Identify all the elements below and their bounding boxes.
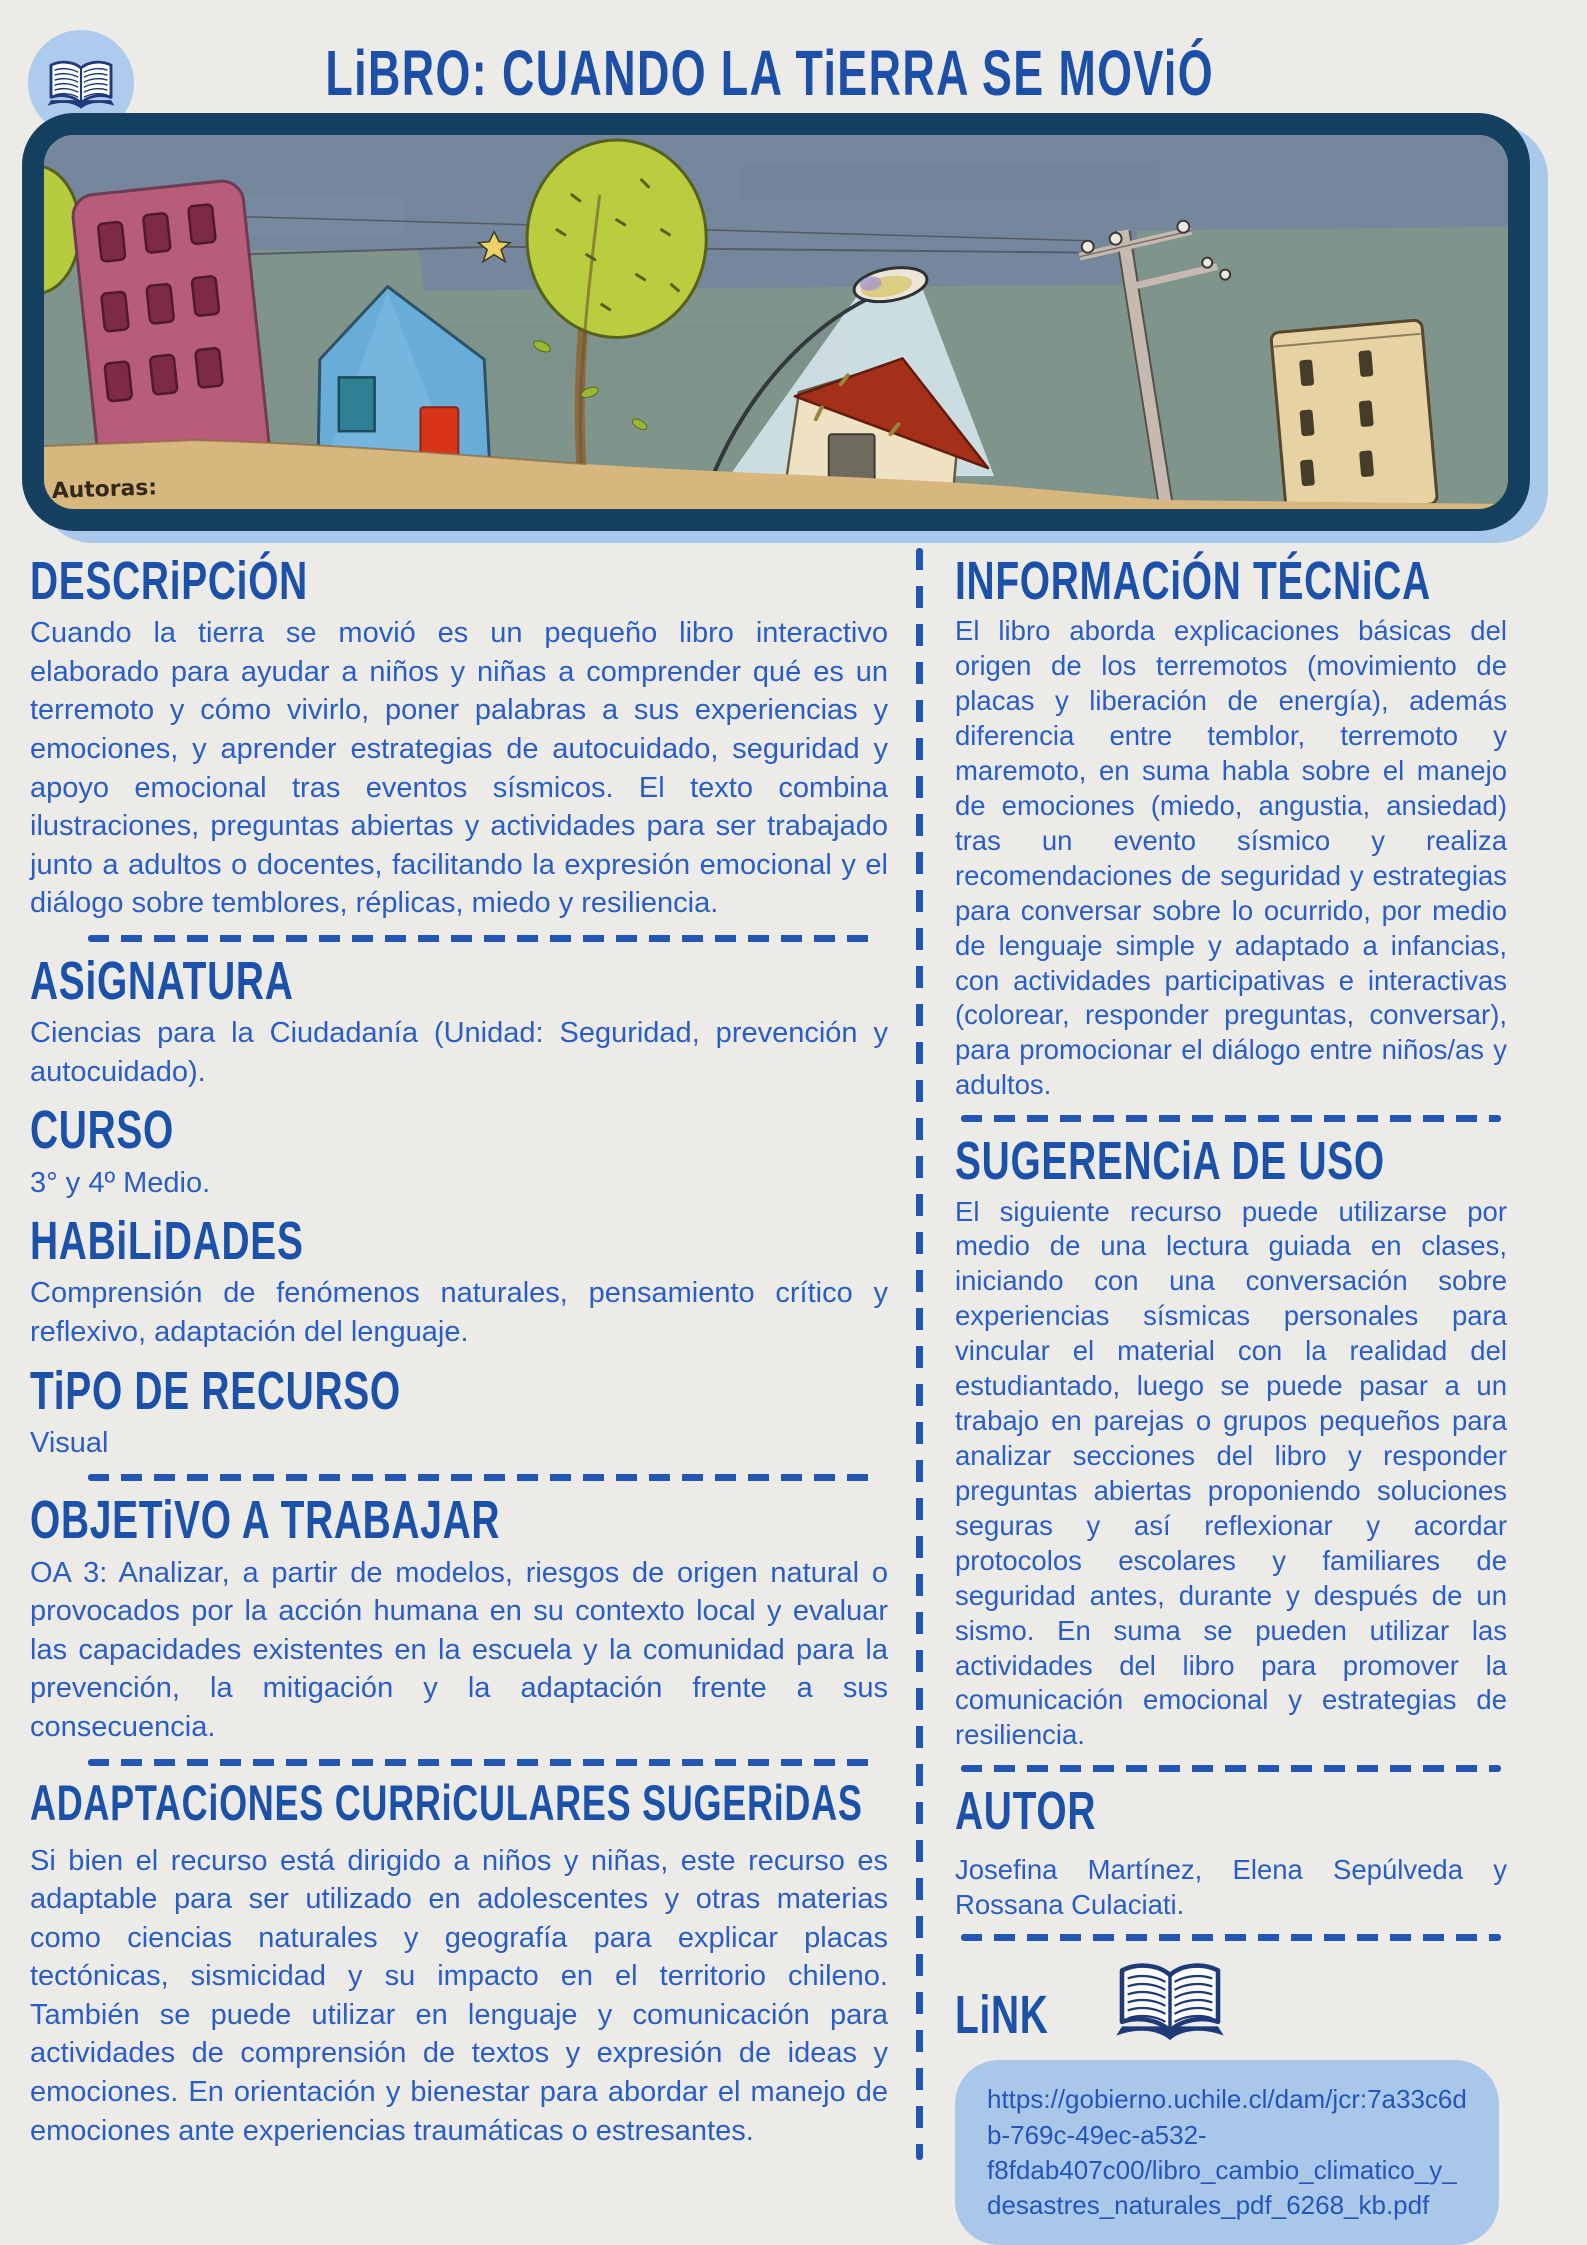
- section-title-tipo-de-recurso: TiPO DE RECURSO: [30, 1360, 401, 1421]
- section-body-curso: 3° y 4º Medio.: [30, 1166, 211, 1199]
- left-column: [30, 542, 888, 2156]
- section-body-autor: Josefina Martínez, Elena Sepúlveda y Rossana Culaciati.: [955, 1853, 1507, 1920]
- section-descripcion: [30, 552, 888, 923]
- section-body-informacion-tecnica: El libro aborda explicaciones básicas del origen de los terremotos (movimiento de placas y liberación de energía), además diferencia entre temblor, terremoto y maremoto, en suma habla sobre el manejo de emociones (miedo, angustia, ansiedad) tras un evento sísmico y realiza recomendaciones de seguridad y estrategias para conversar sobre lo ocurrido, por medio de lenguaje simple y adaptado a infancias, con actividades participativas e interactivas (colorear, responder preguntas, conversar), para promocionar el diálogo entre niños/as y adultos.: [955, 615, 1507, 1101]
- section-body-asignatura: Ciencias para la Ciudadanía (Unidad: Seguridad, prevención y autocuidado).: [30, 1017, 888, 1088]
- section-body-descripcion: Cuando la tierra se movió es un pequeño libro interactivo elaborado para ayudar a niños y niñas a comprender qué es un terremoto y cómo vivirlo, poner palabras a sus experiencias y emociones, y aprender estrategias de autocuidado, seguridad y apoyo emocional tras eventos sísmicos. El texto combina ilustraciones, preguntas abiertas y actividades para ser trabajado junto a adultos o docentes, facilitando la expresión emocional y el diálogo sobre temblores, réplicas, miedo y resiliencia.: [30, 617, 888, 920]
- page-title-wrap: [120, 36, 1420, 110]
- section-title-informacion-tecnica: INFORMACiÓN TÉCNiCA: [955, 551, 1431, 611]
- page-title: LiBRO: CUANDO LA TiERRA SE MOViÓ: [325, 37, 1215, 109]
- section-body-sugerencia-de-uso: El siguiente recurso puede utilizarse por medio de una lectura guiada en clases, iniciando con una conversación sobre experiencias sísmicas personales para vincular el material con la realidad del estudiantado, luego se puede pasar a un trabajo en parejas o grupos pequeños para analizar secciones del libro y responder preguntas abiertas proponiendo soluciones seguras y así reflexionar y acordar protocolos escolares y familiares de seguridad antes, durante y después de un sismo. En suma se pueden utilizar las actividades del libro para promover la comunicación emocional y estrategias de resiliencia.: [955, 1195, 1507, 1751]
- column-divider: [916, 548, 923, 2160]
- section-habilidades: [30, 1212, 888, 1351]
- section-title-objetivo: OBJETiVO A TRABAJAR: [30, 1490, 501, 1551]
- section-title-autor: AUTOR: [955, 1781, 1097, 1842]
- section-title-descripcion: DESCRiPCiÓN: [30, 551, 308, 611]
- dashed-separator: [88, 1759, 870, 1766]
- section-title-link: LiNK: [955, 1985, 1049, 2046]
- section-body-adaptaciones: Si bien el recurso está dirigido a niños y niñas, este recurso es adaptable para ser utilizado en adolescentes y otras materias como ciencias naturales y geografía para explicar placas tectónicas, sismicidad y su impacto en el territorio chileno. También se puede utilizar en lenguaje y comunicación para actividades de comprensión de textos y expresión de ideas y emociones. En orientación y bienestar para abordar el manejo de emociones ante experiencias traumáticas o estresantes.: [30, 1844, 888, 2147]
- section-informacion-tecnica: [955, 552, 1507, 1103]
- dashed-separator: [961, 1765, 1501, 1772]
- section-link: [955, 1951, 1507, 2244]
- right-column: [955, 542, 1507, 2245]
- banner-illustration: [22, 113, 1530, 531]
- dashed-separator: [961, 1934, 1501, 1941]
- section-sugerencia-de-uso: [955, 1132, 1507, 1753]
- dashed-separator: [88, 935, 870, 942]
- section-title-habilidades: HABiLiDADES: [30, 1211, 304, 1272]
- section-title-asignatura: ASiGNATURA: [30, 950, 294, 1011]
- section-body-objetivo: OA 3: Analizar, a partir de modelos, riesgos de origen natural o provocados por la acción humana en su contexto local y evaluar las capacidades existentes en la escuela y la comunidad para la prevención, la mitigación y la adaptación frente a sus consecuencia.: [30, 1556, 888, 1743]
- banner-caption: Autoras:: [51, 475, 158, 505]
- open-book-icon: [45, 53, 117, 113]
- section-tipo-de-recurso: [30, 1362, 888, 1463]
- section-curso: [30, 1101, 888, 1202]
- resource-link[interactable]: https://gobierno.uchile.cl/dam/jcr:7a33c6db-769c-49ec-a532-f8fdab407c00/libro_cambio_climatico_y_desastres_naturales_pdf_6268_kb.pdf: [955, 2060, 1499, 2244]
- section-body-tipo-de-recurso: Visual: [30, 1426, 109, 1459]
- section-autor: [955, 1782, 1507, 1922]
- section-adaptaciones: [30, 1776, 888, 2151]
- open-book-icon: [1111, 1951, 1229, 2052]
- section-title-sugerencia-de-uso: SUGERENCiA DE USO: [955, 1131, 1385, 1192]
- section-title-adaptaciones: ADAPTACiONES CURRiCULARES SUGERiDAS: [30, 1774, 863, 1831]
- section-title-curso: CURSO: [30, 1100, 175, 1161]
- section-objetivo: [30, 1491, 888, 1746]
- section-asignatura: [30, 952, 888, 1091]
- section-body-habilidades: Comprensión de fenómenos naturales, pensamiento crítico y reflexivo, adaptación del lenguaje.: [30, 1277, 888, 1348]
- dashed-separator: [88, 1474, 870, 1481]
- earthquake-town-illustration: [44, 135, 1508, 509]
- dashed-separator: [961, 1115, 1501, 1122]
